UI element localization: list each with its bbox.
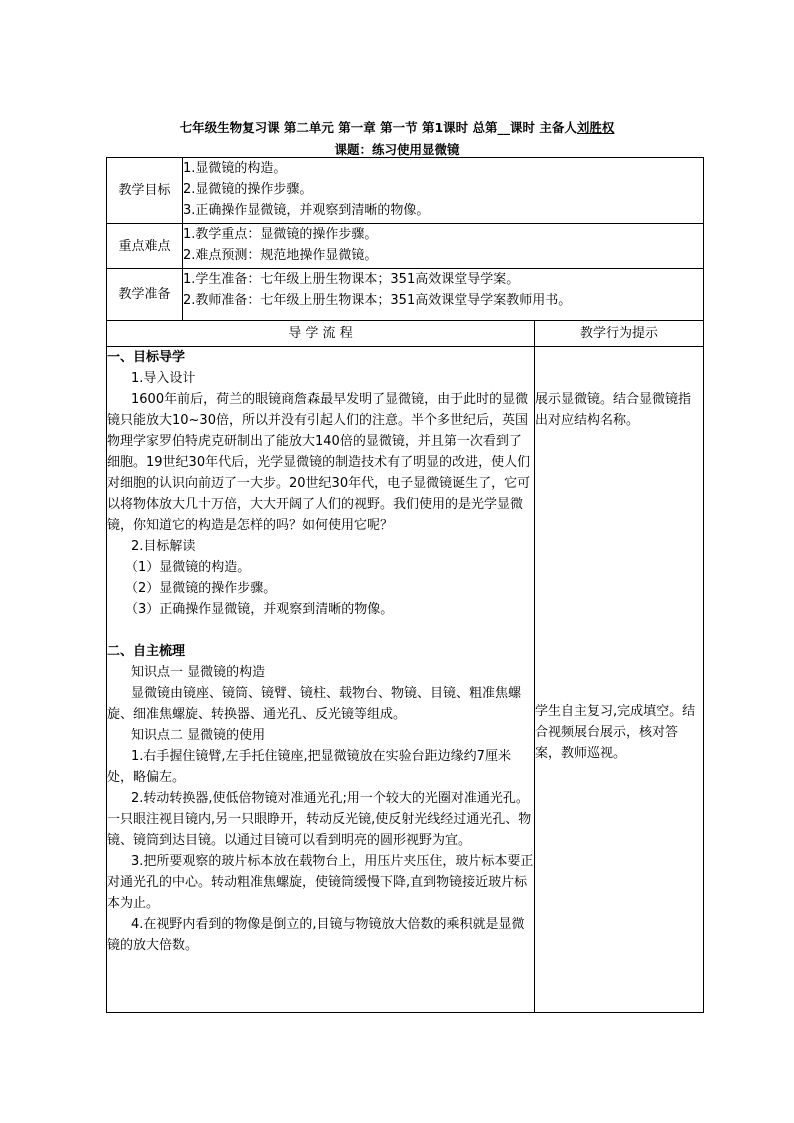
- hint-text: 展示显微镜。结合显微镜指出对应结构名称。: [535, 392, 692, 428]
- row-label-objectives: 教学目标: [107, 158, 183, 224]
- section-title: 二、自主梳理: [107, 644, 186, 659]
- table-row: [107, 158, 704, 224]
- hint-header: 教学行为提示: [535, 321, 704, 347]
- list-item: 1.学生准备：七年级上册生物课本；351高效课堂导学案。: [183, 272, 520, 287]
- list-item: 1.右手握住镜臂,左手托住镜座,把显微镜放在实验台距边缘约7厘米处，略偏左。: [107, 749, 511, 785]
- subheading: 知识点一 显微镜的构造: [131, 665, 266, 680]
- hint-column: [535, 347, 704, 1013]
- list-item: 2.教师准备：七年级上册生物课本；351高效课堂导学案教师用书。: [183, 293, 572, 308]
- list-item: （3）正确操作显微镜，并观察到清晰的物像。: [125, 602, 394, 617]
- header-author: 刘胜权: [576, 120, 615, 135]
- intro-paragraph: 1600年前后，荷兰的眼镜商詹森最早发明了显微镜，由于此时的显微镜只能放大10~30倍，所以并没有引起人们的注意。半个多世纪后，英国物理学家罗伯特虎克研制出了能放大140倍的显微镜，并且第一次看到了细胞。19世纪30年代后，光学显微镜的制造技术有了明显的改进，使人们对细胞的认识向前迈了一大步。20世纪30年代，电子显微镜诞生了，它可以将物体放大几十万倍，大大开阔了人们的视野。我们使用的是光学显微镜，你知道它的构造是怎样的吗？如何使用它呢？: [107, 392, 531, 533]
- list-item: 2.难点预测：规范地操作显微镜。: [183, 248, 378, 263]
- list-item: 4.在视野内看到的物像是倒立的,目镜与物镜放大倍数的乘积就是显微镜的放大倍数。: [107, 917, 525, 953]
- table-row: [107, 269, 704, 321]
- list-item: （2）显微镜的操作步骤。: [125, 581, 277, 596]
- hint-text: 学生自主复习,完成填空。结合视频展台展示，核对答案，教师巡视。: [535, 704, 696, 761]
- table-row: [107, 224, 704, 269]
- lesson-title: 课题：练习使用显微镜: [334, 142, 460, 157]
- list-item: 1.教学重点：显微镜的操作步骤。: [183, 227, 378, 242]
- preparation-cell: [183, 269, 704, 321]
- lesson-plan-table: [106, 157, 704, 1013]
- objectives-cell: [183, 158, 704, 224]
- list-item: 3.把所要观察的玻片标本放在载物台上，用压片夹压住，玻片标本要正对通光孔的中心。转动粗准焦螺旋，使镜筒缓慢下降,直到物镜接近玻片标本为止。: [107, 854, 534, 911]
- header-line-1: [0, 118, 794, 136]
- list-item: 3.正确操作显微镜，并观察到清晰的物像。: [183, 203, 430, 218]
- list-item: 2.显微镜的操作步骤。: [183, 182, 313, 197]
- section-title: 一、目标导学: [107, 350, 186, 365]
- row-label-key-points: 重点难点: [107, 224, 183, 269]
- flow-content: [107, 347, 535, 1013]
- table-row: [107, 321, 704, 347]
- row-label-preparation: 教学准备: [107, 269, 183, 321]
- table-row: [107, 347, 704, 1013]
- subheading: 2.目标解读: [131, 539, 196, 554]
- key-points-cell: [183, 224, 704, 269]
- subheading: 1.导入设计: [131, 371, 196, 386]
- flow-header: 导 学 流 程: [107, 321, 535, 347]
- list-item: 1.显微镜的构造。: [183, 161, 287, 176]
- subheading: 知识点二 显微镜的使用: [131, 728, 266, 743]
- paragraph: 显微镜由镜座、镜筒、镜臂、镜柱、载物台、物镜、目镜、粗准焦螺旋、细准焦螺旋、转换器、通光孔、反光镜等组成。: [107, 686, 522, 722]
- list-item: （1）显微镜的构造。: [125, 560, 251, 575]
- header-info: 七年级生物复习课 第二单元 第一章 第一节 第1课时 总第__课时 主备人: [179, 120, 577, 135]
- list-item: 2.转动转换器,使低倍物镜对准通光孔;用一个较大的光圈对准通光孔。一只眼注视目镜内,另一只眼睁开，转动反光镜,使反射光线经过通光孔、物镜、镜筒到达目镜。以通过目镜可以看到明亮的圆形视野为宜。: [107, 791, 532, 848]
